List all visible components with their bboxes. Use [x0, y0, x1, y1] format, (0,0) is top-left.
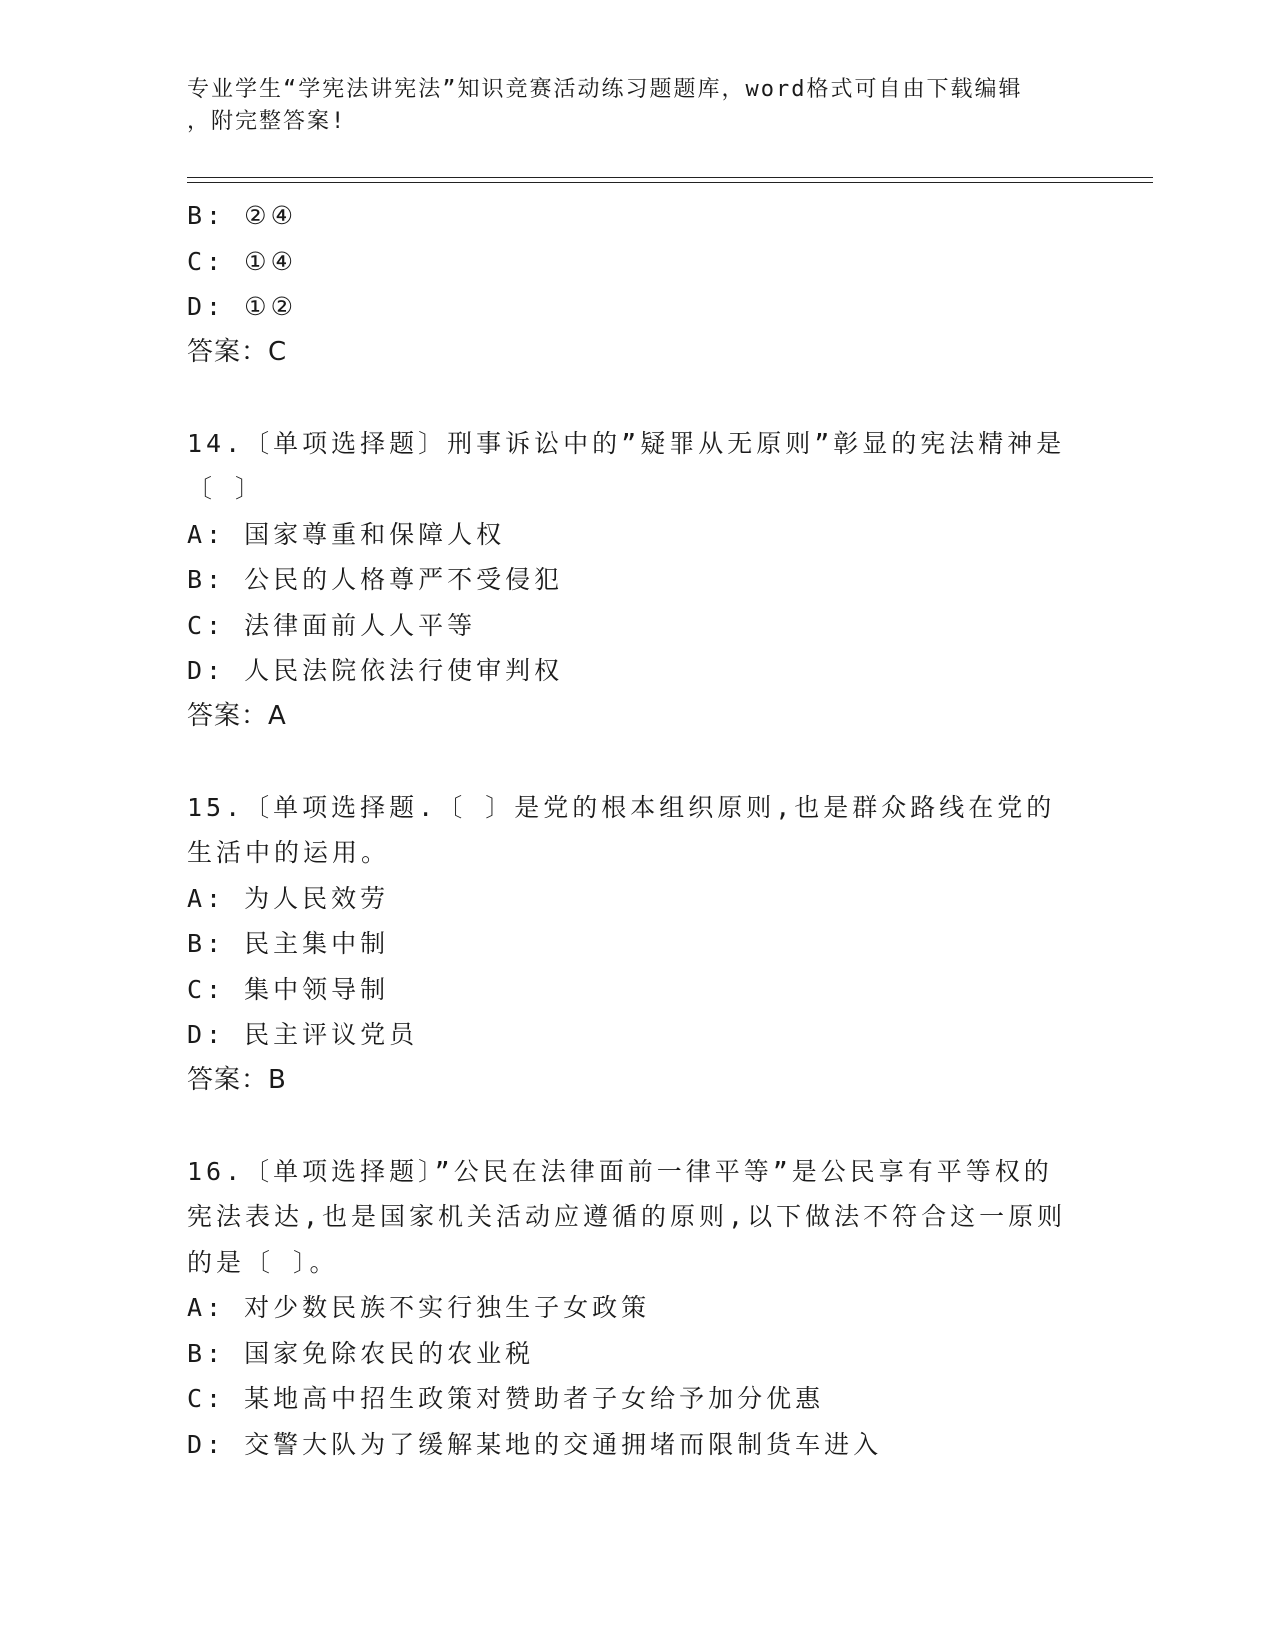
option-a: A: 国家尊重和保障人权 [187, 519, 506, 549]
question-15 [187, 785, 1087, 1104]
answer-line: 答案：C [187, 336, 288, 367]
header-line-1: 专业学生“学宪法讲宪法”知识竞赛活动练习题题库，word格式可自由下载编辑 [187, 77, 1023, 102]
option-b: B: 民主集中制 [187, 929, 390, 958]
question-stem-line: 生活中的运用。 [187, 838, 391, 867]
question-stem-line: 15.〔单项选择题.〔 〕是党的根本组织原则,也是群众路线在党的 [187, 792, 1056, 822]
question-stem-line: 的是〔 〕。 [187, 1247, 339, 1277]
answer-line: 答案：A [187, 700, 287, 731]
header-rule-top [187, 177, 1153, 178]
option-b: B: ②④ [187, 201, 297, 230]
option-c: C: ①④ [187, 246, 297, 276]
option-b: B: 国家免除农民的农业税 [187, 1338, 535, 1368]
option-d: D: 交警大队为了缓解某地的交通拥堵而限制货车进入 [187, 1429, 883, 1459]
spacer [187, 375, 1087, 421]
spacer [187, 739, 1087, 785]
option-b: B: 公民的人格尊严不受侵犯 [187, 565, 564, 594]
option-c: C: 集中领导制 [187, 974, 390, 1004]
question-16 [187, 1149, 1087, 1468]
option-d: D: 人民法院依法行使审判权 [187, 656, 564, 685]
option-d: D: 民主评议党员 [187, 1020, 419, 1049]
document-header [187, 74, 1087, 138]
answer-line: 答案：B [187, 1064, 287, 1095]
question-stem-line: 16.〔单项选择题〕”公民在法律面前一律平等”是公民享有平等权的 [187, 1156, 1053, 1186]
header-line-2: ，附完整答案! [187, 109, 347, 134]
document-body [187, 193, 1087, 1467]
question-stem-line: 〔 〕 [187, 474, 265, 503]
option-a: A: 对少数民族不实行独生子女政策 [187, 1293, 651, 1322]
spacer [187, 1103, 1087, 1149]
question-13-tail [187, 193, 1087, 375]
question-14 [187, 421, 1087, 740]
question-stem-line: 宪法表达,也是国家机关活动应遵循的原则,以下做法不符合这一原则 [187, 1202, 1067, 1231]
option-a: A: 为人民效劳 [187, 883, 390, 913]
header-rule-bottom [187, 182, 1153, 183]
question-stem-line: 14.〔单项选择题〕刑事诉讼中的”疑罪从无原则”彰显的宪法精神是 [187, 428, 1066, 458]
option-d: D: ①② [187, 292, 297, 321]
option-c: C: 法律面前人人平等 [187, 610, 477, 640]
option-c: C: 某地高中招生政策对赞助者子女给予加分优惠 [187, 1384, 825, 1413]
